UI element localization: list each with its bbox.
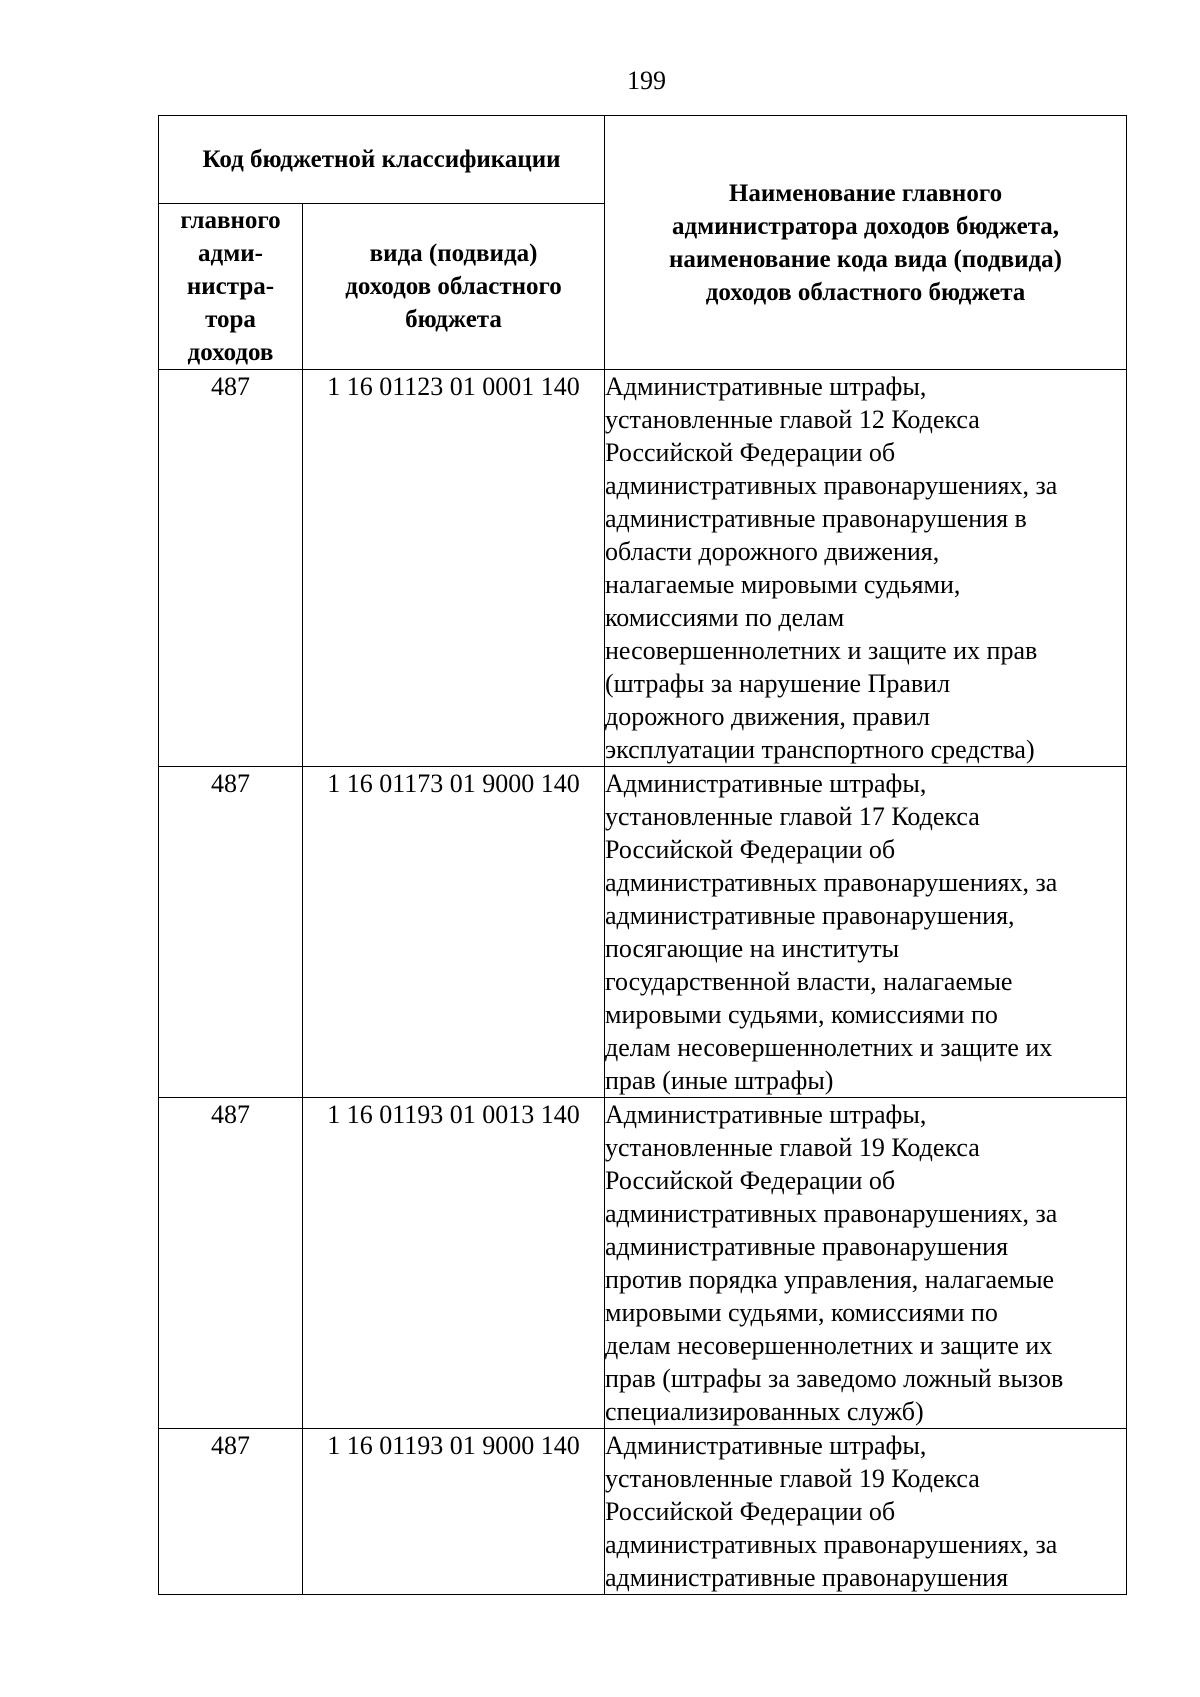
description-line: посягающие на институты [605,934,900,963]
description-line: Российской Федерации об [605,835,896,864]
header-income-type: вида (подвида) доходов областного бюджета [303,204,605,370]
table-row [159,767,1127,1098]
description-line: административных правонарушениях, за [605,1530,1058,1559]
description-line: административных правонарушениях, за [605,868,1058,897]
description-line: области дорожного движения, [605,537,940,566]
description-line: административные правонарушения [605,1232,1009,1261]
cell-description [605,370,1127,767]
description-line: делам несовершеннолетних и защите их [605,1033,1053,1062]
table-row [159,370,1127,767]
cell-administrator-code: 487 [159,370,303,767]
description-line: несовершеннолетних и защите их прав [605,636,1038,665]
description-line: налагаемые мировыми судьями, [605,570,961,599]
description-line: Российской Федерации об [605,1497,896,1526]
header-main-administrator: главного адми- нистра- тора доходов [159,204,303,370]
description-line: Российской Федерации об [605,438,896,467]
description-line: (штрафы за нарушение Правил [605,669,951,698]
description-line: установленные главой 17 Кодекса [605,802,980,831]
budget-classification-table [158,115,1127,1595]
header-budget-classification-code: Код бюджетной классификации [159,116,605,204]
description-line: специализированных служб) [605,1397,924,1426]
description-line: мировыми судьями, комиссиями по [605,1000,998,1029]
table-row [159,1098,1127,1429]
description-line: административные правонарушения, [605,901,1015,930]
table-body [159,370,1127,1595]
cell-description [605,1098,1127,1429]
header-row-group [159,116,1127,204]
description-line: эксплуатации транспортного средства) [605,735,1035,764]
description-line: мировыми судьями, комиссиями по [605,1298,998,1327]
cell-administrator-code: 487 [159,1098,303,1429]
cell-description [605,1429,1127,1595]
description-line: делам несовершеннолетних и защите их [605,1331,1053,1360]
description-line: государственной власти, налагаемые [605,967,1013,996]
description-line: административных правонарушениях, за [605,471,1058,500]
cell-description [605,767,1127,1098]
description-line: установленные главой 19 Кодекса [605,1464,980,1493]
cell-administrator-code: 487 [159,767,303,1098]
table-row [159,1429,1127,1595]
description-line: административных правонарушениях, за [605,1199,1058,1228]
description-line: дорожного движения, правил [605,702,930,731]
cell-income-type-code: 1 16 01193 01 9000 140 [303,1429,605,1595]
description-line: Административные штрафы, [605,372,927,401]
description-line: административные правонарушения в [605,504,1027,533]
description-line: Административные штрафы, [605,1100,927,1129]
cell-income-type-code: 1 16 01123 01 0001 140 [303,370,605,767]
description-line: Российской Федерации об [605,1166,896,1195]
cell-income-type-code: 1 16 01193 01 0013 140 [303,1098,605,1429]
description-line: административные правонарушения [605,1563,1009,1592]
header-administrator-name: Наименование главного администратора доходов бюджета, наименование кода вида (подвида) доходов областного бюджета [605,116,1127,370]
description-line: установленные главой 19 Кодекса [605,1133,980,1162]
page-number: 199 [627,66,666,95]
description-line: установленные главой 12 Кодекса [605,405,980,434]
description-line: прав (штрафы за заведомо ложный вызов [605,1364,1064,1393]
description-line: комиссиями по делам [605,603,845,632]
description-line: Административные штрафы, [605,769,927,798]
cell-administrator-code: 487 [159,1429,303,1595]
cell-income-type-code: 1 16 01173 01 9000 140 [303,767,605,1098]
description-line: против порядка управления, налагаемые [605,1265,1055,1294]
description-line: Административные штрафы, [605,1431,927,1460]
description-line: прав (иные штрафы) [605,1066,834,1095]
